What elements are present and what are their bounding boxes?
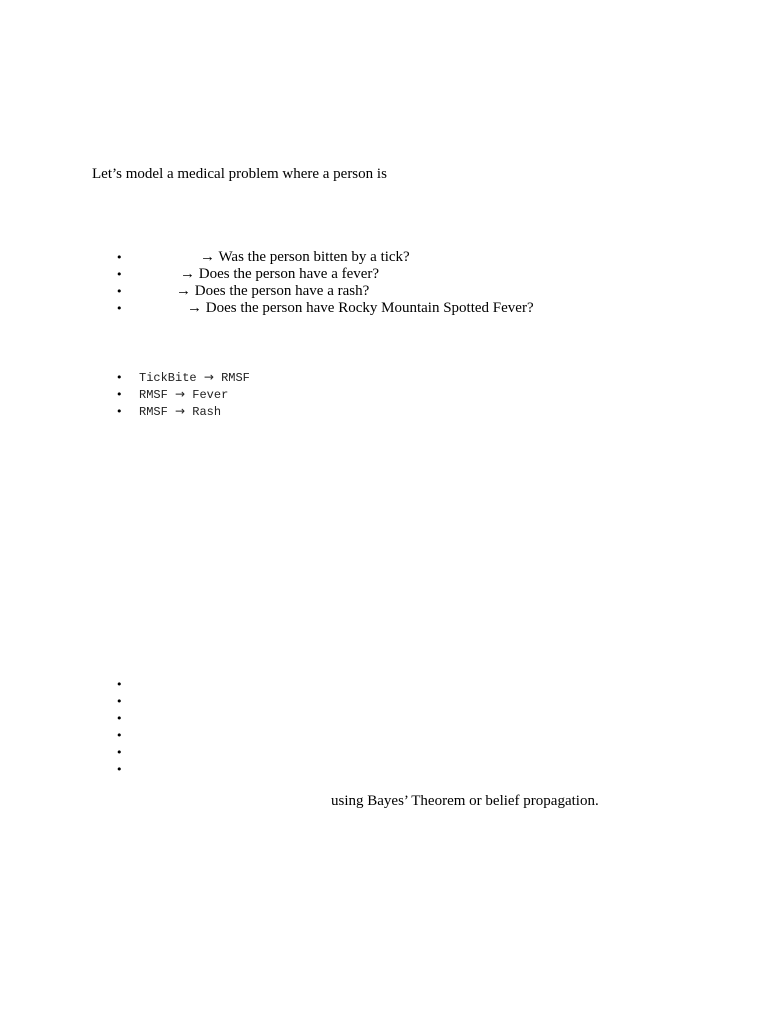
arrow-icon: →	[175, 387, 186, 401]
bullet-icon: •	[116, 763, 123, 776]
closing-paragraph: using Bayes’ Theorem or belief propagation.	[331, 793, 599, 809]
bullet-icon: •	[116, 678, 123, 691]
variable-description: → Does the person have Rocky Mountain Spotted Fever?	[187, 300, 534, 316]
edge-label	[139, 403, 221, 421]
bullet-icon: •	[116, 371, 123, 384]
edge-from: RMSF	[139, 388, 168, 402]
bullet-icon: •	[116, 695, 123, 708]
arrow-icon: →	[203, 370, 214, 384]
edge-label	[139, 369, 250, 387]
intro-paragraph: Let’s model a medical problem where a person is	[92, 166, 387, 182]
edge-label	[139, 386, 228, 404]
edge-to: Rash	[192, 405, 222, 419]
edge-to: Fever	[192, 388, 229, 402]
edge-from: RMSF	[139, 405, 168, 419]
bullet-icon: •	[116, 251, 123, 264]
edge-from: TickBite	[139, 371, 197, 385]
bullet-icon: •	[116, 268, 123, 281]
bullet-icon: •	[116, 388, 123, 401]
bullet-icon: •	[116, 746, 123, 759]
bullet-icon: •	[116, 712, 123, 725]
variable-description: → Does the person have a rash?	[176, 283, 370, 299]
bullet-icon: •	[116, 405, 123, 418]
variable-description: → Does the person have a fever?	[180, 266, 380, 282]
bullet-icon: •	[116, 302, 123, 315]
edge-to: RMSF	[221, 371, 250, 385]
bullet-icon: •	[116, 285, 123, 298]
bullet-icon: •	[116, 729, 123, 742]
arrow-icon: →	[175, 404, 186, 418]
variable-description: → Was the person bitten by a tick?	[200, 249, 410, 265]
